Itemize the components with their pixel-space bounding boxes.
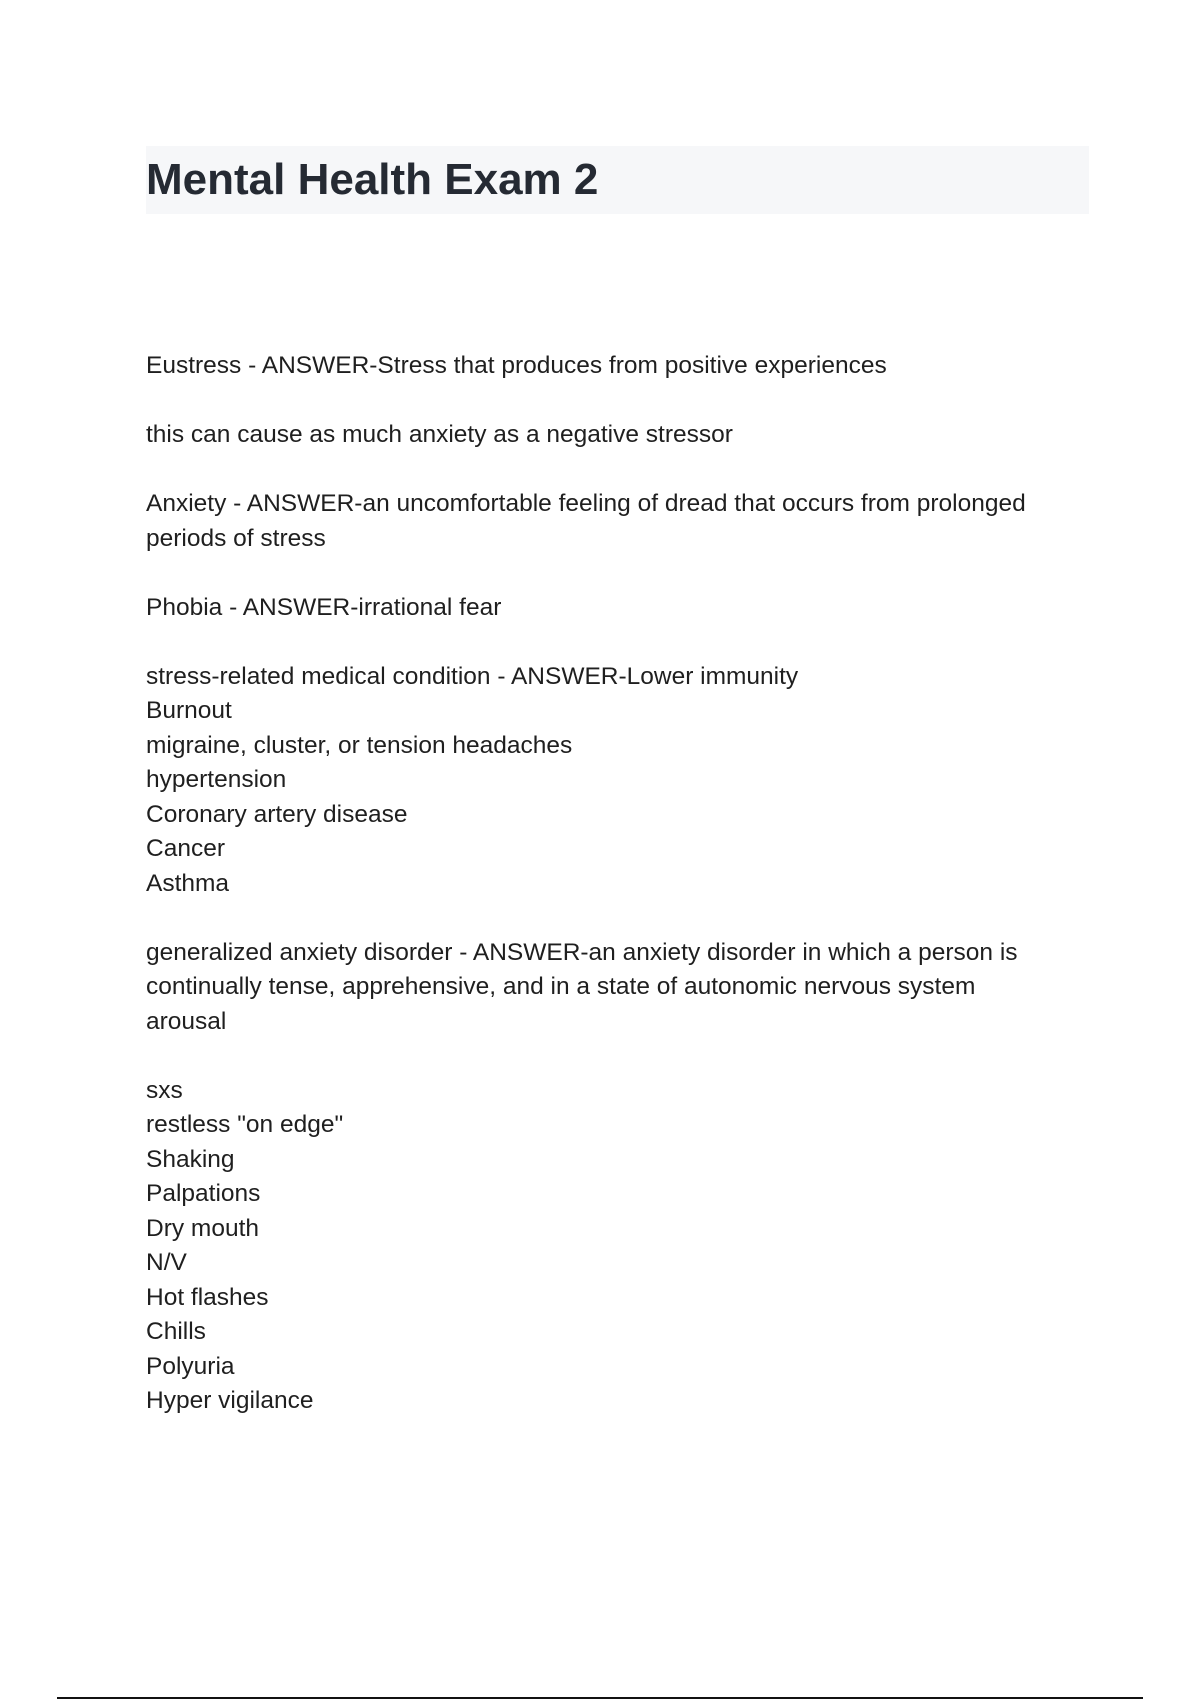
text-line: stress-related medical condition - ANSWER-Lower immunity <box>146 662 799 690</box>
text-line: Hyper vigilance <box>146 1387 314 1414</box>
text-line: Anxiety - ANSWER-an uncomfortable feeling of dread that occurs from prolonged <box>146 490 1026 517</box>
text-line: generalized anxiety disorder - ANSWER-an anxiety disorder in which a person is <box>146 938 1018 966</box>
text-line: Coronary artery disease <box>146 800 408 828</box>
text-line: Dry mouth <box>146 1214 260 1242</box>
document-body <box>146 349 1096 1453</box>
paragraph-gad <box>146 936 1096 1040</box>
text-line: hypertension <box>146 766 287 793</box>
text-line: Chills <box>146 1318 206 1345</box>
text-line: Asthma <box>146 869 230 897</box>
text-line: this can cause as much anxiety as a negative stressor <box>146 421 733 448</box>
footer-divider <box>57 1697 1143 1699</box>
text-line: Hot flashes <box>146 1283 269 1311</box>
text-line: migraine, cluster, or tension headaches <box>146 731 573 759</box>
text-line: arousal <box>146 1007 227 1035</box>
title-banner <box>146 146 1089 214</box>
page-title: Mental Health Exam 2 <box>146 155 599 204</box>
paragraph-stressor-note <box>146 418 1096 453</box>
text-line: Burnout <box>146 697 232 724</box>
text-line: Phobia - ANSWER-irrational fear <box>146 593 502 621</box>
text-line: Palpations <box>146 1180 261 1207</box>
paragraph-phobia <box>146 591 1096 626</box>
paragraph-symptoms <box>146 1074 1096 1419</box>
text-line: Polyuria <box>146 1352 235 1380</box>
text-line: Eustress - ANSWER-Stress that produces from positive experiences <box>146 352 887 379</box>
text-line: restless "on edge" <box>146 1111 344 1138</box>
text-line: sxs <box>146 1076 183 1104</box>
text-line: periods of stress <box>146 524 326 552</box>
paragraph-anxiety <box>146 487 1096 556</box>
paragraph-eustress <box>146 349 1096 384</box>
paragraph-stress-conditions <box>146 660 1096 902</box>
text-line: Cancer <box>146 835 225 862</box>
text-line: Shaking <box>146 1145 235 1173</box>
text-line: continually tense, apprehensive, and in a state of autonomic nervous system <box>146 973 976 1000</box>
text-line: N/V <box>146 1249 187 1276</box>
